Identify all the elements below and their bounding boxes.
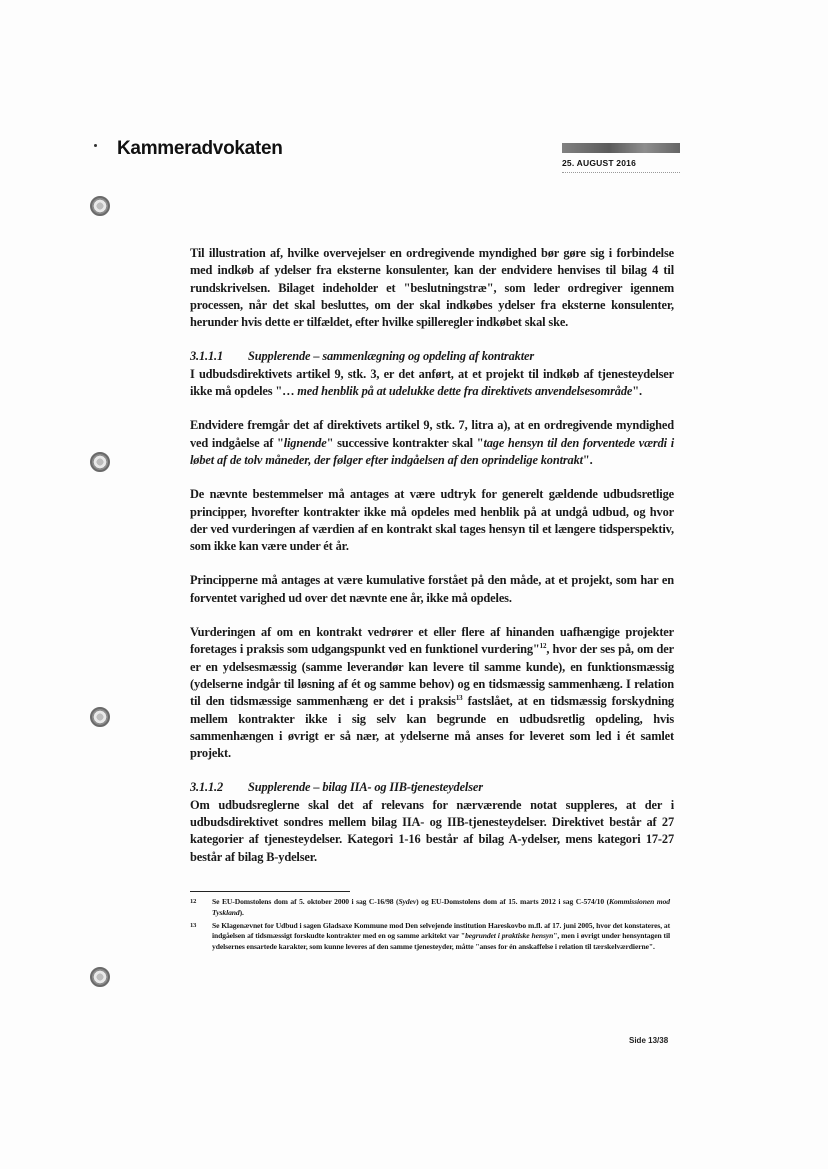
quote-run: Sydev: [398, 897, 417, 906]
text-run: " successive kontrakter skal ": [326, 435, 484, 450]
punch-hole-icon: [90, 967, 110, 987]
section-number: 3.1.1.2: [190, 780, 224, 795]
text-run: Se EU-Domstolens dom af 5. oktober 2000 i sag C-16/98 (: [212, 897, 399, 906]
punch-hole-icon: [90, 196, 110, 216]
footnote-divider: [190, 891, 350, 892]
body-text: [190, 245, 674, 883]
paragraph: De nævnte bestemmelser må antages at være udtryk for generelt gældende udbudsretlige principper, hvorefter kontrakter ikke må opdeles med henblik på at undgå udbud, og hvor der ved vurderingen af værdien af en kontrakt skal tages hensyn til et længere tidsperspektiv, som ikke kan være under ét år.: [190, 487, 674, 554]
paragraph: [190, 366, 674, 401]
footnote-ref[interactable]: 13: [455, 694, 463, 703]
text-run: I udbudsdirektivets artikel 9, stk. 3, er det anført, at et projekt til indkøb af tjenesteydelser ikke må opdeles "…: [190, 366, 674, 399]
paragraph: [190, 624, 674, 762]
footnote: [190, 897, 670, 919]
paragraph: Om udbudsreglerne skal det af relevans for nærværende notat suppleres, at der i udbudsdirektivet sondres mellem bilag IIA- og IIB-tjenesteydelser. Direktivet består af 27 kategorier af tjenesteydelser. Kategori 1-16 består af bilag A-ydelser, mens kategori 17-27 består af bilag B-ydelser.: [190, 797, 674, 864]
text-run: ", men i øvrigt under hensyntagen til ydelsernes ensartede karakter, som kunne leveres af den samme tjenesteyder, måtte "anses for én anskaffelse i relation til tærskelværdierne".: [212, 931, 671, 952]
quote-run: lignende: [283, 435, 327, 450]
section-title: Supplerende – sammenlægning og opdeling af kontrakter: [248, 349, 535, 364]
text-run: ".: [632, 384, 642, 399]
text-run: fastslået, at en tidsmæssig forskydning mellem kontrakter ikke i sig selv kan begrunde en udbudsretlig opdeling, hvis sammenhængen i øvrigt er så nær, at ydelserne må anses for leveret som led i ét samlet projekt.: [190, 694, 674, 761]
quote-run: Kommissionen mod Tyskland: [212, 897, 670, 917]
footnote-mark: 13: [190, 921, 197, 929]
firm-logo: Kammeradvokaten: [117, 138, 283, 159]
text-run: Vurderingen af om en kontrakt vedrører et eller flere af hinanden uafhængige projekter foretages i praksis som udgangspunkt ved en funktionel vurdering": [190, 625, 674, 657]
text-run: Endvidere fremgår det af direktivets artikel 9, stk. 7, litra a), at en ordregivende myndighed ved indgåelse af ": [190, 418, 674, 450]
text-run: ) og EU-Domstolens dom af 15. marts 2012 i sag C-574/10 (: [416, 897, 610, 906]
paragraph: [190, 417, 674, 469]
page-number: Side 13/38: [629, 1036, 669, 1045]
footnote-mark: 12: [190, 898, 197, 905]
footnotes: [190, 897, 670, 955]
text-run: ).: [239, 907, 244, 917]
date-divider: [562, 172, 680, 173]
quote-run: med henblik på at udelukke dette fra direktivets anvendelsesområde: [294, 384, 633, 399]
paragraph: Til illustration af, hvilke overvejelser en ordregivende myndighed bør gøre sig i forbindelse med indkøb af ydelser fra eksterne konsulenter, kan der endvidere henvises til bilag 4 til rundskrivelsen. Bilaget indeholder et "beslutningstræ", som leder ordregiver igennem processen, når det skal besluttes, om der skal indkøbes ydelser fra eksterne konsulenter, herunder hvis dette er tilfældet, efter hvilke spilleregler indkøbet skal ske.: [190, 246, 674, 330]
text-run: Se Klagenævnet for Udbud i sagen Gladsaxe Kommune mod Den selvejende institution Hareskovbo m.fl. af 17. juni 2005, hvor det konstateres, at indgåelsen af tidsmæssigt forskudte kontrakter med en og samme arkitekt var ": [212, 920, 670, 941]
paragraph: Principperne må antages at være kumulative forstået på den måde, at et projekt, som har en forventet varighed ud over det nævnte ene år, ikke må opdeles.: [190, 573, 674, 605]
section-title: Supplerende – bilag IIA- og IIB-tjenesteydelser: [248, 780, 483, 795]
section-heading: [190, 779, 674, 796]
section-number: 3.1.1.1: [190, 349, 224, 364]
text-run: ".: [582, 452, 593, 467]
footnote: [190, 921, 670, 953]
punch-hole-icon: [90, 707, 110, 727]
bullet-mark: [94, 144, 97, 147]
redaction-bar: [562, 143, 680, 153]
text-run: , hvor der ses på, om der er en ydelsesmæssig (samme leverandør kan levere til samme kunde), en funktionsmæssig (ydelserne indgår til løsning af ét og samme behov) og en tidsmæssig sammenhæng. I relation til den tidsmæssige sammenhæng er det i praksis: [190, 642, 674, 709]
date-block: [562, 143, 680, 173]
quote-run: tage hensyn til den forventede værdi i løbet af de tolv måneder, der følger efter indgåelsen af den oprindelige kontrakt: [190, 435, 674, 467]
punch-hole-icon: [90, 452, 110, 472]
section-heading: [190, 348, 674, 365]
document-date: 25. AUGUST 2016: [562, 158, 637, 168]
quote-run: begrundet i praktiske hensyn: [465, 931, 554, 941]
footnote-ref[interactable]: 12: [539, 642, 547, 651]
